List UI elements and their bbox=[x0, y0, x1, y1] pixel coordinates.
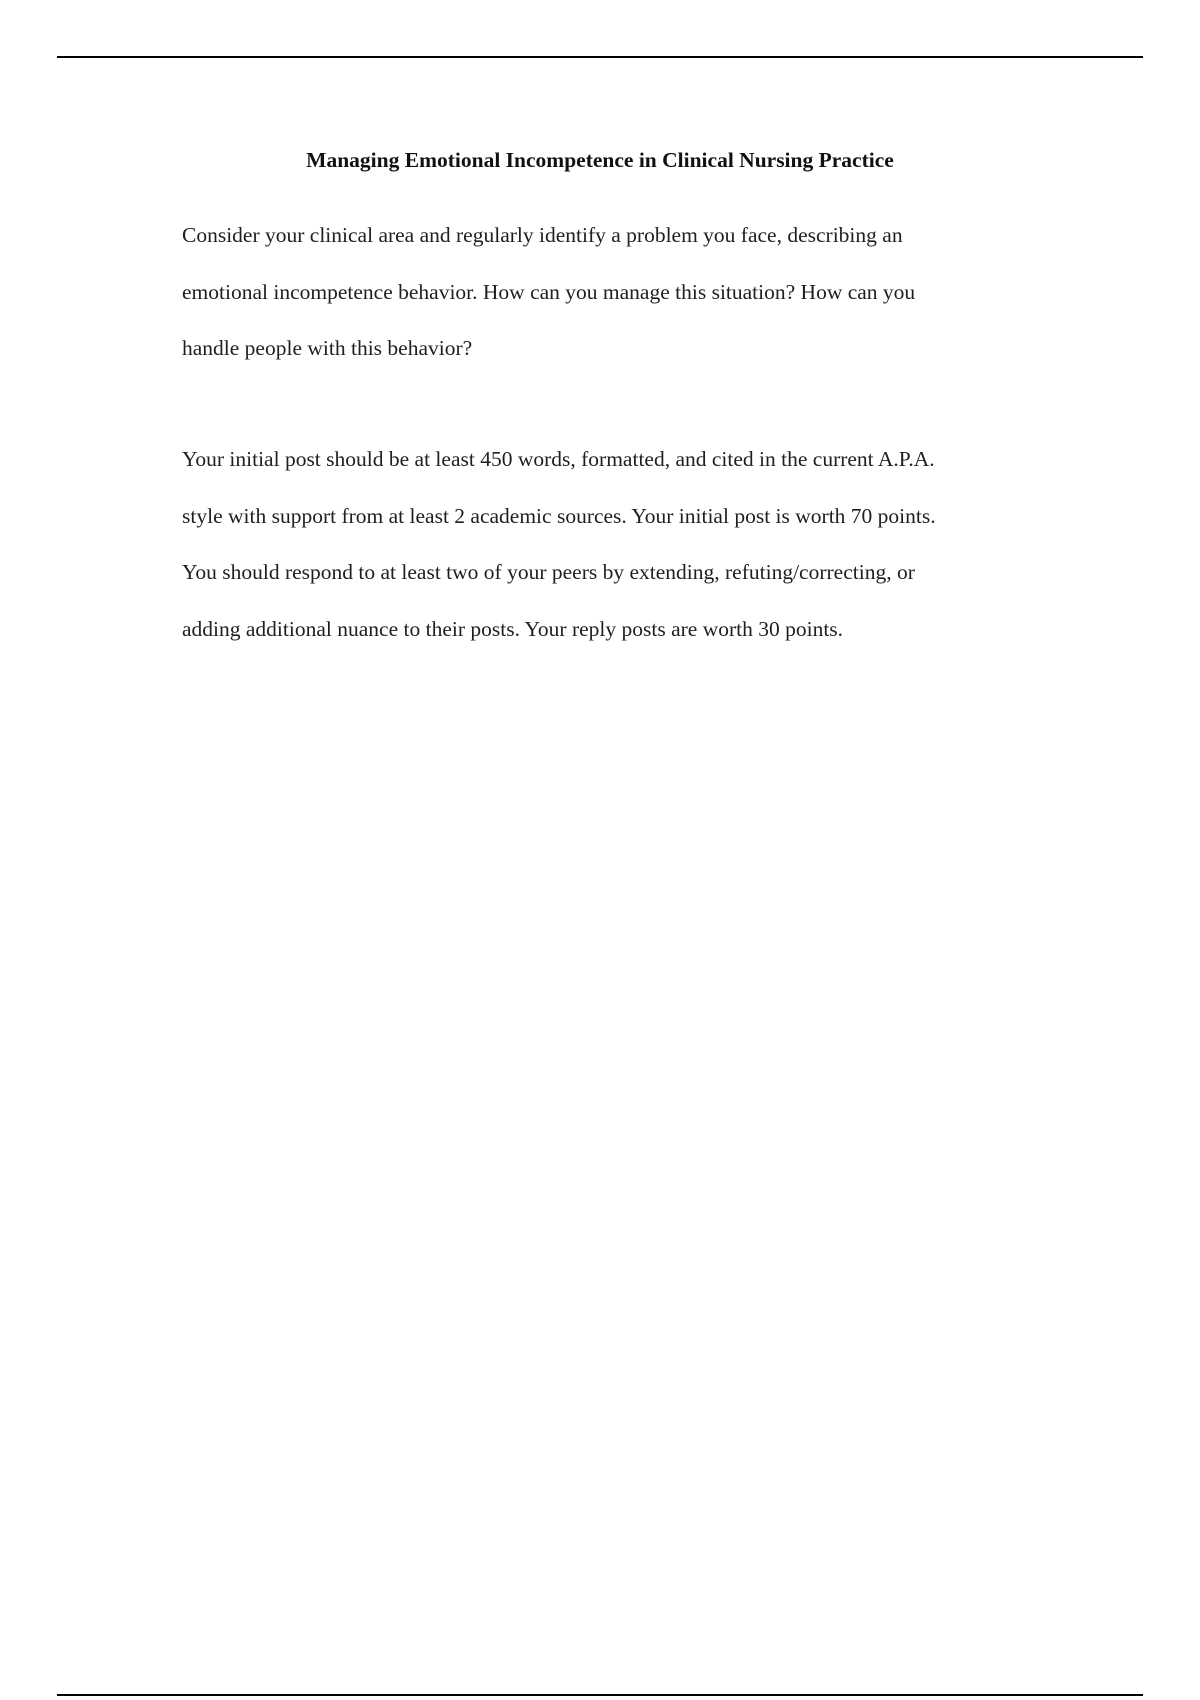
instructions-paragraph bbox=[182, 441, 1062, 667]
paragraph-line: adding additional nuance to their posts. Your reply posts are worth 30 points. bbox=[182, 616, 844, 641]
document-title: Managing Emotional Incompetence in Clinical Nursing Practice bbox=[306, 148, 894, 172]
footer-rule bbox=[57, 1694, 1143, 1696]
paragraph-line: style with support from at least 2 academic sources. Your initial post is worth 70 points. bbox=[182, 503, 936, 528]
paragraph-line: You should respond to at least two of your peers by extending, refuting/correcting, or bbox=[182, 560, 915, 584]
paragraph-line: Your initial post should be at least 450 words, formatted, and cited in the current A.P.A. bbox=[182, 447, 935, 471]
prompt-paragraph bbox=[182, 217, 1062, 387]
paragraph-line: emotional incompetence behavior. How can you manage this situation? How can you bbox=[182, 279, 916, 304]
paragraph-line: Consider your clinical area and regularly identify a problem you face, describing an bbox=[182, 223, 903, 247]
header-rule bbox=[57, 56, 1143, 58]
paragraph-line: handle people with this behavior? bbox=[182, 336, 473, 360]
